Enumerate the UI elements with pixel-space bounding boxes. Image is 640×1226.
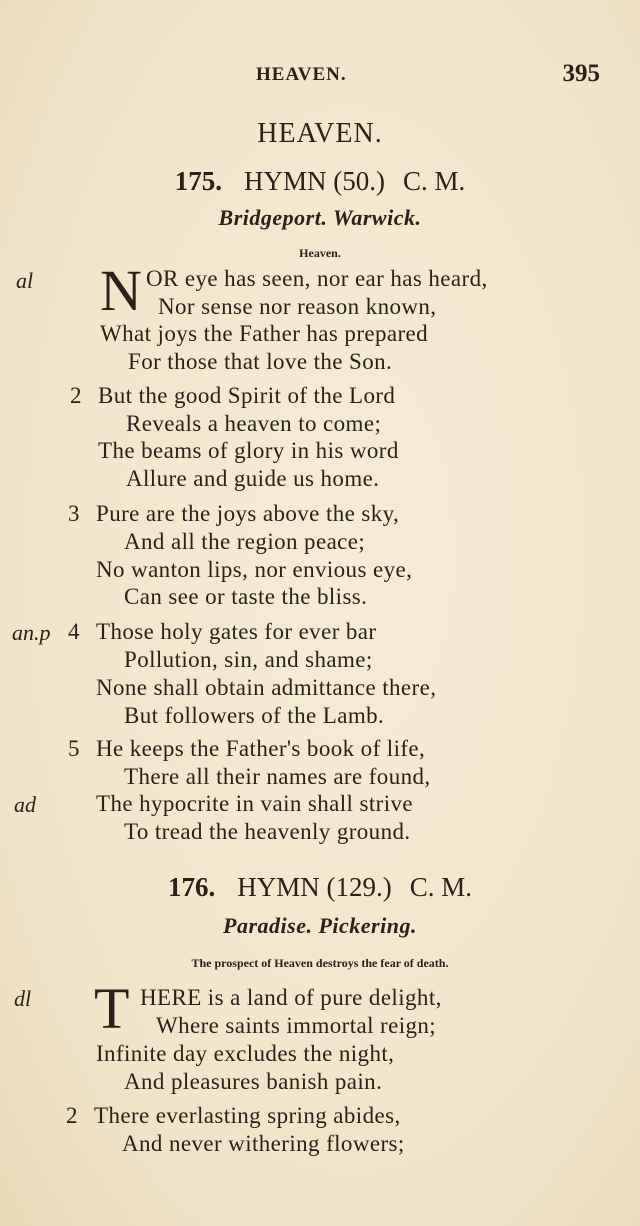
verse-line: No wanton lips, nor envious eye,	[96, 557, 413, 582]
hymn-meter: C. M.	[409, 872, 473, 902]
verse-line: OR eye has seen, nor ear has heard,	[146, 266, 488, 291]
dynamic-mark: an.p	[12, 620, 51, 645]
verse-number: 2	[66, 1103, 78, 1128]
verse-line: Nor sense nor reason known,	[158, 294, 437, 319]
hymn-number: 176.	[167, 872, 216, 902]
verse-line: The beams of glory in his word	[98, 438, 399, 463]
hymn-175-heading	[0, 166, 640, 197]
hymn-176-tunes: Paradise. Pickering.	[223, 913, 417, 938]
verse-line: There everlasting spring abides,	[94, 1103, 401, 1128]
verse-line: To tread the heavenly ground.	[124, 819, 411, 844]
verse-line: But followers of the Lamb.	[124, 703, 385, 728]
section-title: HEAVEN.	[257, 118, 383, 149]
page-number: 395	[562, 60, 600, 87]
hymn-176-heading	[0, 872, 640, 903]
dynamic-mark: dl	[14, 986, 32, 1011]
verse-line: Infinite day excludes the night,	[96, 1041, 395, 1066]
dynamic-mark: al	[16, 268, 34, 293]
hymn-number: 175.	[174, 166, 222, 196]
verse-line: What joys the Father has prepared	[100, 321, 429, 346]
running-title: HEAVEN.	[256, 64, 347, 85]
verse-line: There all their names are found,	[124, 764, 431, 789]
hymn-175-tunes: Bridgeport. Warwick.	[218, 205, 422, 230]
verse-line: The hypocrite in vain shall strive	[96, 791, 413, 816]
hymn-label: HYMN (129.)	[237, 872, 392, 902]
verse-line: None shall obtain admittance there,	[96, 675, 437, 700]
verse-line: HERE is a land of pure delight,	[140, 985, 442, 1010]
verse-line: He keeps the Father's book of life,	[96, 736, 426, 761]
dynamic-mark: ad	[14, 792, 36, 817]
verse-line: And never withering flowers;	[122, 1131, 405, 1156]
verse-line: Pure are the joys above the sky,	[96, 501, 400, 526]
hymn-label: HYMN (50.)	[243, 166, 385, 196]
drop-cap: T	[94, 976, 130, 1041]
verse-line: Pollution, sin, and shame;	[124, 647, 373, 672]
verse-number: 2	[70, 383, 82, 408]
running-head	[0, 60, 640, 94]
verse-line: For those that love the Son.	[128, 349, 393, 374]
hymn-175-subject: Heaven.	[299, 246, 341, 260]
verse-line: Those holy gates for ever bar	[96, 619, 377, 644]
verse-line: Reveals a heaven to come;	[126, 411, 382, 436]
verse-line: And pleasures banish pain.	[124, 1069, 383, 1094]
drop-cap: N	[100, 258, 142, 323]
verse-number: 4	[68, 619, 80, 644]
verse-line: Can see or taste the bliss.	[124, 584, 368, 609]
verse-line: Allure and guide us home.	[126, 466, 380, 491]
hymn-176-subject: The prospect of Heaven destroys the fear of death.	[191, 956, 449, 970]
verse-line: But the good Spirit of the Lord	[98, 383, 396, 408]
hymn-meter: C. M.	[402, 166, 466, 196]
verse-line: Where saints immortal reign;	[156, 1013, 437, 1038]
verse-number: 3	[68, 501, 80, 526]
verse-line: And all the region peace;	[124, 529, 366, 554]
verse-number: 5	[68, 736, 80, 761]
